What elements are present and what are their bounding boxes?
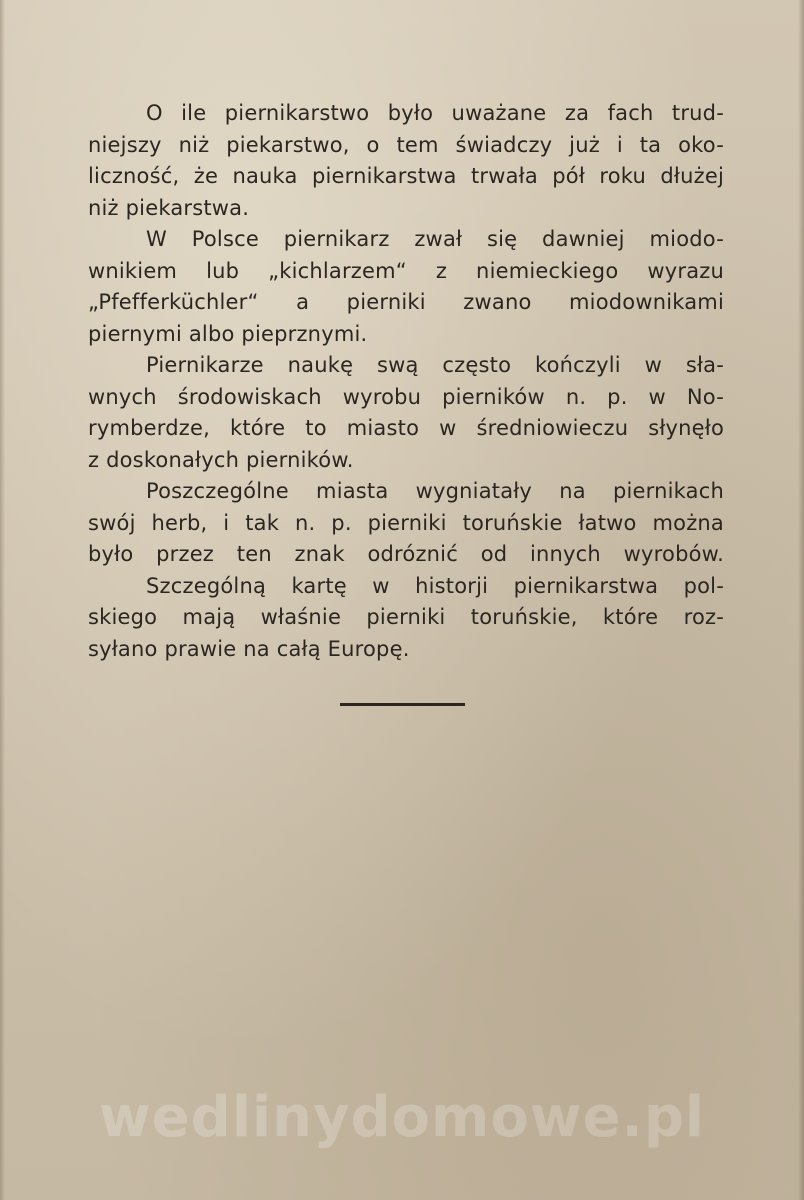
text-line: Piernikarze naukę swą często kończyli w sła-: [146, 353, 724, 377]
text-line: niż piekarstwa.: [88, 195, 250, 220]
text-line: „Pfefferküchler“ a pierniki zwano miodownikami: [88, 290, 724, 314]
paragraph-1: [88, 98, 724, 224]
text-line: syłano prawie na całą Europę.: [88, 636, 410, 661]
text-line: liczność, że nauka piernikarstwa trwała pół roku dłużej: [88, 164, 724, 188]
paragraph-2: [88, 224, 724, 350]
paragraph-5: [88, 571, 724, 666]
text-line: O ile piernikarstwo było uważane za fach trud-: [146, 101, 724, 125]
section-divider: [340, 703, 465, 706]
page-edge-right: [798, 0, 804, 1200]
text-line: wnych środowiskach wyrobu pierników n. p. w No-: [88, 384, 724, 409]
text-line: piernymi albo pieprznymi.: [88, 321, 368, 346]
text-line: rymberdze, które to miasto w średniowieczu słynęło: [88, 416, 724, 440]
watermark: wedlinydomowe.pl: [98, 1085, 706, 1150]
text-line: swój herb, i tak n. p. pierniki toruńskie łatwo można: [88, 510, 724, 535]
text-line: Szczególną kartę w historji piernikarstwa pol-: [146, 573, 724, 598]
page-edge-left: [0, 0, 5, 1200]
text-line: wnikiem lub „kichlarzem“ z niemieckiego wyrazu: [88, 258, 724, 283]
paragraph-3: [88, 350, 724, 476]
text-line: Poszczególne miasta wygniatały na piernikach: [146, 479, 724, 503]
text-line: skiego mają właśnie pierniki toruńskie, które roz-: [88, 605, 724, 629]
text-line: niejszy niż piekarstwo, o tem świadczy już i ta oko-: [88, 132, 724, 157]
body-text: [88, 98, 724, 665]
text-line: z doskonałych pierników.: [88, 447, 354, 472]
text-line: W Polsce piernikarz zwał się dawniej miodo-: [146, 227, 724, 251]
text-line: było przez ten znak odróznić od innych wyrobów.: [88, 542, 724, 566]
paragraph-4: [88, 476, 724, 571]
